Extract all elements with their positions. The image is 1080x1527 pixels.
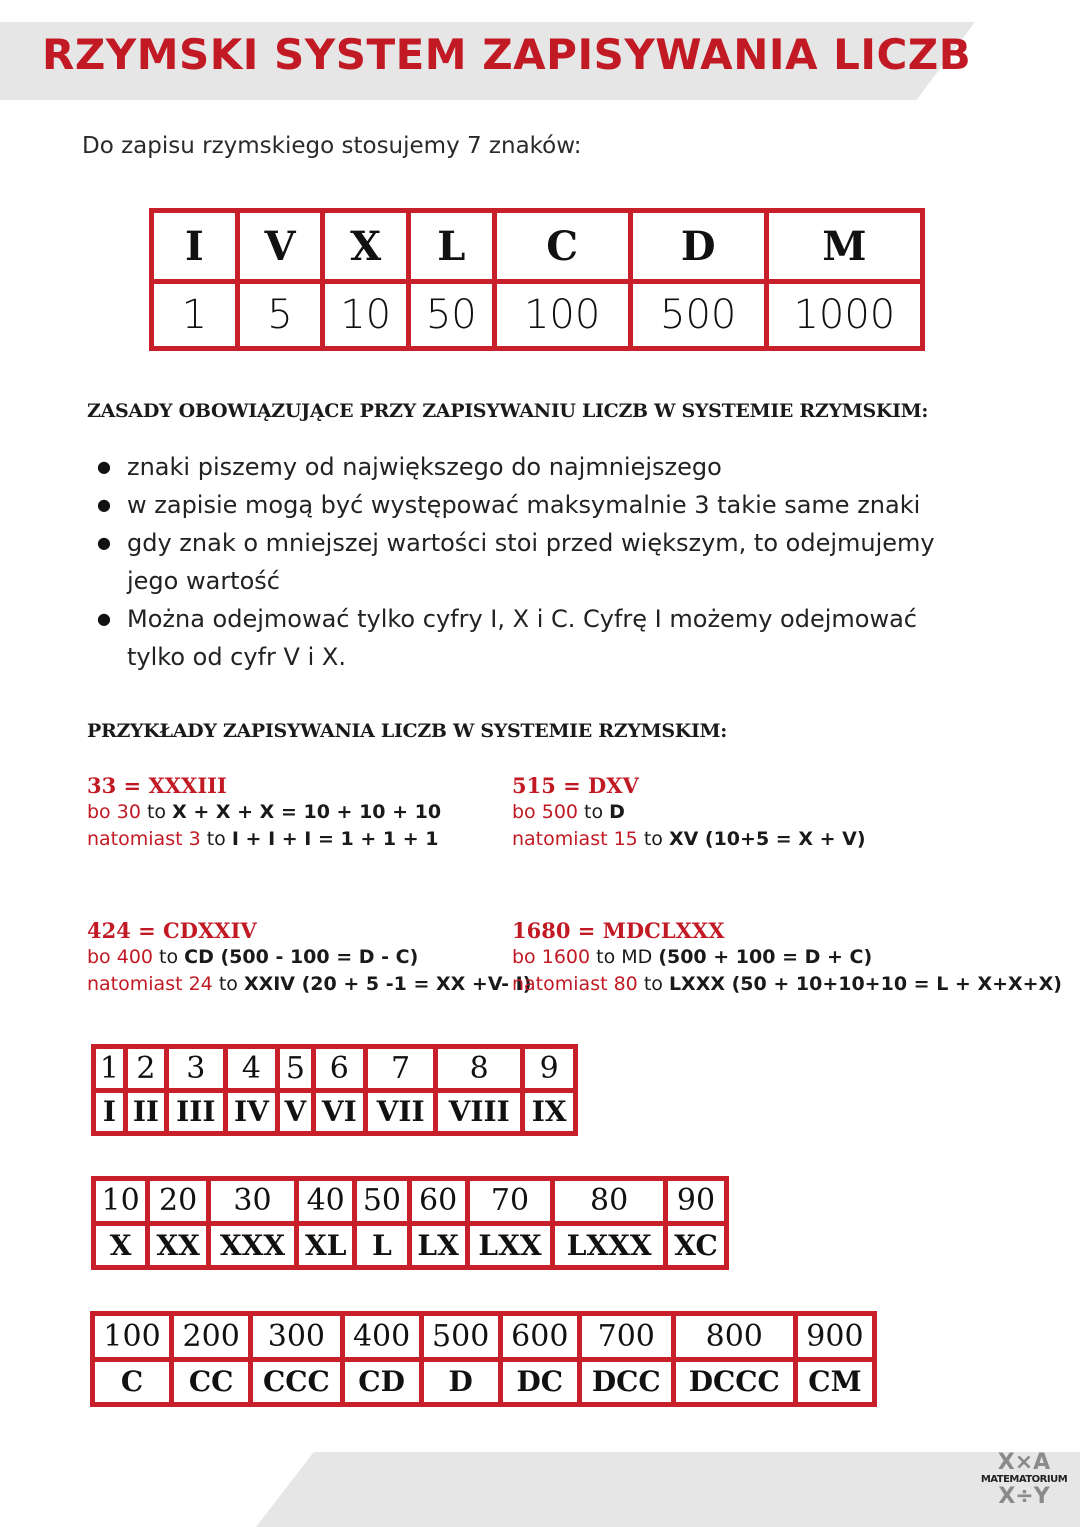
hundreds-roman-row	[93, 1359, 875, 1405]
roman-cell: XL	[297, 1223, 355, 1268]
arabic-cell: 80	[553, 1179, 666, 1224]
example-head: 1680 = MDCLXXX	[512, 918, 725, 943]
roman-cell: DCCC	[673, 1359, 795, 1405]
rule-item: ● gdy znak o mniejszej wartości stoi przed większym, to odejmujemy jego wartość	[97, 524, 977, 600]
rule-item: ● Można odejmować tylko cyfry I, X i C. Cyfrę I możemy odejmować tylko od cyfr V i X.	[97, 600, 977, 676]
example-line: natomiast 3 to I + I + I = 1 + 1 + 1	[87, 828, 439, 850]
roman-cell: D	[421, 1359, 500, 1405]
units-arabic-row	[94, 1047, 576, 1091]
symbol-value: 1	[152, 282, 238, 349]
arabic-cell: 400	[342, 1314, 421, 1360]
logo-top: X×A	[997, 1450, 1051, 1475]
roman-cell: XC	[666, 1223, 727, 1268]
arabic-cell: 8	[436, 1047, 523, 1091]
example-block	[87, 772, 441, 853]
roman-cell: L	[355, 1223, 409, 1268]
roman-cell: CC	[172, 1359, 251, 1405]
symbol-value: 10	[323, 282, 409, 349]
roman-cell: VI	[313, 1090, 366, 1134]
roman-cell: LXX	[467, 1223, 553, 1268]
example-line: bo 400 to CD (500 - 100 = D - C)	[87, 946, 419, 968]
tens-roman-row	[94, 1223, 727, 1268]
logo-bottom: X÷Y	[998, 1484, 1050, 1509]
roman-cell: V	[278, 1090, 313, 1134]
arabic-cell: 600	[500, 1314, 579, 1360]
symbol-glyph: D	[630, 211, 766, 282]
rules-heading: ZASADY OBOWIĄZUJĄCE PRZY ZAPISYWANIU LICZB W SYSTEMIE RZYMSKIM:	[87, 400, 929, 422]
arabic-cell: 1	[94, 1047, 126, 1091]
roman-cell: III	[167, 1090, 226, 1134]
symbol-glyph: V	[237, 211, 323, 282]
symbol-value: 1000	[766, 282, 922, 349]
symbol-value: 500	[630, 282, 766, 349]
page-title: RZYMSKI SYSTEM ZAPISYWANIA LICZB	[42, 30, 972, 79]
arabic-cell: 40	[297, 1179, 355, 1224]
roman-cell: LX	[409, 1223, 467, 1268]
example-line: natomiast 80 to LXXX (50 + 10+10+10 = L + X+X+X)	[512, 973, 1062, 995]
roman-cell: IX	[523, 1090, 576, 1134]
roman-cell: CD	[342, 1359, 421, 1405]
roman-cell: VII	[366, 1090, 436, 1134]
arabic-cell: 60	[409, 1179, 467, 1224]
tens-arabic-row	[94, 1179, 727, 1224]
hundreds-table	[90, 1311, 877, 1407]
rule-item: ● w zapisie mogą być występować maksymalnie 3 takie same znaki	[97, 486, 977, 524]
arabic-cell: 2	[125, 1047, 166, 1091]
example-head: 515 = DXV	[512, 773, 639, 798]
intro-text: Do zapisu rzymskiego stosujemy 7 znaków:	[82, 133, 582, 159]
units-table	[91, 1044, 578, 1136]
symbol-value: 50	[408, 282, 494, 349]
roman-cell: IV	[225, 1090, 278, 1134]
symbol-glyph: I	[152, 211, 238, 282]
matematorium-logo	[972, 1452, 1076, 1512]
arabic-cell: 10	[94, 1179, 148, 1224]
arabic-cell: 500	[421, 1314, 500, 1360]
example-line: natomiast 24 to XXIV (20 + 5 -1 = XX +V- I)	[87, 973, 532, 995]
arabic-cell: 800	[673, 1314, 795, 1360]
roman-cell: X	[94, 1223, 148, 1268]
arabic-cell: 4	[225, 1047, 278, 1091]
arabic-cell: 30	[208, 1179, 296, 1224]
arabic-cell: 5	[278, 1047, 313, 1091]
arabic-cell: 50	[355, 1179, 409, 1224]
arabic-cell: 900	[795, 1314, 874, 1360]
logo-word: MATEMATORIUM	[980, 1474, 1068, 1485]
arabic-cell: 20	[148, 1179, 209, 1224]
roman-cell: CM	[795, 1359, 874, 1405]
example-block	[512, 772, 866, 853]
example-line: natomiast 15 to XV (10+5 = X + V)	[512, 828, 866, 850]
roman-cell: I	[94, 1090, 126, 1134]
symbol-glyph: C	[494, 211, 630, 282]
example-line: bo 1600 to MD (500 + 100 = D + C)	[512, 946, 873, 968]
symbols-value-row	[152, 282, 923, 349]
roman-cell: LXXX	[553, 1223, 666, 1268]
roman-cell: XXX	[208, 1223, 296, 1268]
roman-cell: XX	[148, 1223, 209, 1268]
symbol-value: 5	[237, 282, 323, 349]
roman-cell: II	[125, 1090, 166, 1134]
symbol-glyph: L	[408, 211, 494, 282]
symbol-glyph: M	[766, 211, 922, 282]
symbol-glyph: X	[323, 211, 409, 282]
arabic-cell: 3	[167, 1047, 226, 1091]
example-block	[87, 917, 531, 998]
arabic-cell: 9	[523, 1047, 576, 1091]
arabic-cell: 90	[666, 1179, 727, 1224]
examples-heading: PRZYKŁADY ZAPISYWANIA LICZB W SYSTEMIE RZYMSKIM:	[87, 720, 727, 742]
arabic-cell: 100	[93, 1314, 172, 1360]
arabic-cell: 7	[366, 1047, 436, 1091]
roman-cell: VIII	[436, 1090, 523, 1134]
symbols-glyph-row	[152, 211, 923, 282]
symbol-value: 100	[494, 282, 630, 349]
symbols-table	[149, 208, 925, 351]
arabic-cell: 70	[467, 1179, 553, 1224]
example-head: 33 = XXXIII	[87, 773, 227, 798]
roman-cell: DC	[500, 1359, 579, 1405]
roman-cell: C	[93, 1359, 172, 1405]
arabic-cell: 6	[313, 1047, 366, 1091]
roman-cell: CCC	[251, 1359, 342, 1405]
example-line: bo 30 to X + X + X = 10 + 10 + 10	[87, 801, 442, 823]
arabic-cell: 300	[251, 1314, 342, 1360]
tens-table	[91, 1176, 729, 1270]
arabic-cell: 200	[172, 1314, 251, 1360]
rule-item: ● znaki piszemy od największego do najmniejszego	[97, 448, 977, 486]
footer-band	[256, 1452, 1080, 1527]
roman-cell: DCC	[579, 1359, 673, 1405]
example-line: bo 500 to D	[512, 801, 625, 823]
rules-list	[97, 448, 977, 676]
units-roman-row	[94, 1090, 576, 1134]
example-head: 424 = CDXXIV	[87, 918, 257, 943]
hundreds-arabic-row	[93, 1314, 875, 1360]
arabic-cell: 700	[579, 1314, 673, 1360]
example-block	[512, 917, 1062, 998]
